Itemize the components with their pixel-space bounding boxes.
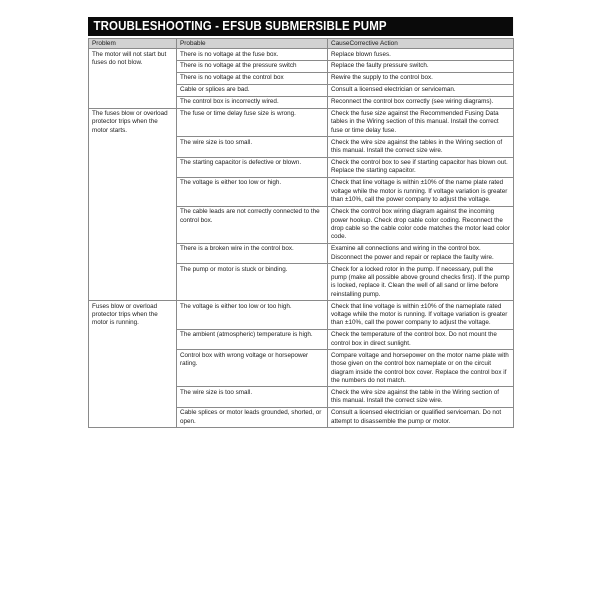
problem-cell: Fuses blow or overload protector trips when the motor is running. bbox=[89, 301, 177, 428]
header-problem: Problem bbox=[89, 39, 177, 49]
corrective-action-cell: Consult a licensed electrician or qualified serviceman. Do not attempt to disassemble the pump or motor. bbox=[328, 407, 514, 427]
corrective-action-cell: Consult a licensed electrician or serviceman. bbox=[328, 84, 514, 96]
table-row bbox=[89, 108, 514, 137]
probable-cause-cell: The voltage is either too low or too high. bbox=[177, 301, 328, 330]
corrective-action-cell: Check that line voltage is within ±10% of the nameplate rated voltage while the motor is running. If voltage variation is greater than ±10%, call the power company to adjust the voltage. bbox=[328, 301, 514, 330]
corrective-action-cell: Check for a locked rotor in the pump. If necessary, pull the pump (make all possible above ground checks first). If the pump is locked, replace it. Clean the well of all sand or lime before reinstalling pump. bbox=[328, 264, 514, 301]
table-row bbox=[89, 301, 514, 330]
corrective-action-cell: Replace blown fuses. bbox=[328, 49, 514, 61]
corrective-action-cell: Check the wire size against the tables in the Wiring section of this manual. Install the correct size wire. bbox=[328, 137, 514, 157]
probable-cause-cell: The pump or motor is stuck or binding. bbox=[177, 264, 328, 301]
probable-cause-cell: The ambient (atmospheric) temperature is high. bbox=[177, 329, 328, 349]
corrective-action-cell: Check the control box wiring diagram against the incoming power hookup. Check drop cable color coding. Reconnect the drop cable so the cable color code matches the motor lead color code. bbox=[328, 206, 514, 243]
probable-cause-cell: Control box with wrong voltage or horsepower rating. bbox=[177, 350, 328, 387]
probable-cause-cell: There is no voltage at the pressure switch bbox=[177, 60, 328, 72]
probable-cause-cell: There is a broken wire in the control box. bbox=[177, 243, 328, 263]
probable-cause-cell: The cable leads are not correctly connected to the control box. bbox=[177, 206, 328, 243]
probable-cause-cell: The control box is incorrectly wired. bbox=[177, 96, 328, 108]
probable-cause-cell: The wire size is too small. bbox=[177, 137, 328, 157]
probable-cause-cell: The voltage is either too low or high. bbox=[177, 177, 328, 206]
corrective-action-cell: Check the control box to see if starting capacitor has blown out. Replace the starting capacitor. bbox=[328, 157, 514, 177]
header-cause-action: CauseCorrective Action bbox=[328, 39, 514, 49]
corrective-action-cell: Check the temperature of the control box. Do not mount the control box in direct sunlight. bbox=[328, 329, 514, 349]
table-row bbox=[89, 49, 514, 61]
probable-cause-cell: Cable splices or motor leads grounded, shorted, or open. bbox=[177, 407, 328, 427]
header-probable: Probable bbox=[177, 39, 328, 49]
probable-cause-cell: The wire size is too small. bbox=[177, 387, 328, 407]
document-page bbox=[88, 17, 513, 428]
corrective-action-cell: Check the wire size against the table in the Wiring section of this manual. Install the correct size wire. bbox=[328, 387, 514, 407]
corrective-action-cell: Replace the faulty pressure switch. bbox=[328, 60, 514, 72]
table-body bbox=[89, 49, 514, 428]
corrective-action-cell: Reconnect the control box correctly (see wiring diagrams). bbox=[328, 96, 514, 108]
probable-cause-cell: Cable or splices are bad. bbox=[177, 84, 328, 96]
problem-cell: The fuses blow or overload protector trips when the motor starts. bbox=[89, 108, 177, 301]
probable-cause-cell: There is no voltage at the control box bbox=[177, 72, 328, 84]
corrective-action-cell: Check that line voltage is within ±10% of the name plate rated voltage while the motor is running. If voltage variation is greater than ±10%, call the power company to adjust the voltage. bbox=[328, 177, 514, 206]
troubleshooting-table bbox=[88, 38, 514, 428]
corrective-action-cell: Check the fuse size against the Recommended Fusing Data tables in the Wiring section of this manual. Install the correct fuse or time delay fuse. bbox=[328, 108, 514, 137]
corrective-action-cell: Examine all connections and wiring in the control box. Disconnect the power and repair or replace the faulty wire. bbox=[328, 243, 514, 263]
probable-cause-cell: The fuse or time delay fuse size is wrong. bbox=[177, 108, 328, 137]
probable-cause-cell: There is no voltage at the fuse box. bbox=[177, 49, 328, 61]
problem-cell: The motor will not start but fuses do not blow. bbox=[89, 49, 177, 109]
table-header-row bbox=[89, 39, 514, 49]
corrective-action-cell: Compare voltage and horsepower on the motor name plate with those given on the control box nameplate or on the circuit diagram inside the control box cover. Replace the control box if the numbers do not match. bbox=[328, 350, 514, 387]
page-title: TROUBLESHOOTING - EFSUB SUBMERSIBLE PUMP bbox=[88, 17, 513, 36]
corrective-action-cell: Rewire the supply to the control box. bbox=[328, 72, 514, 84]
probable-cause-cell: The starting capacitor is defective or blown. bbox=[177, 157, 328, 177]
